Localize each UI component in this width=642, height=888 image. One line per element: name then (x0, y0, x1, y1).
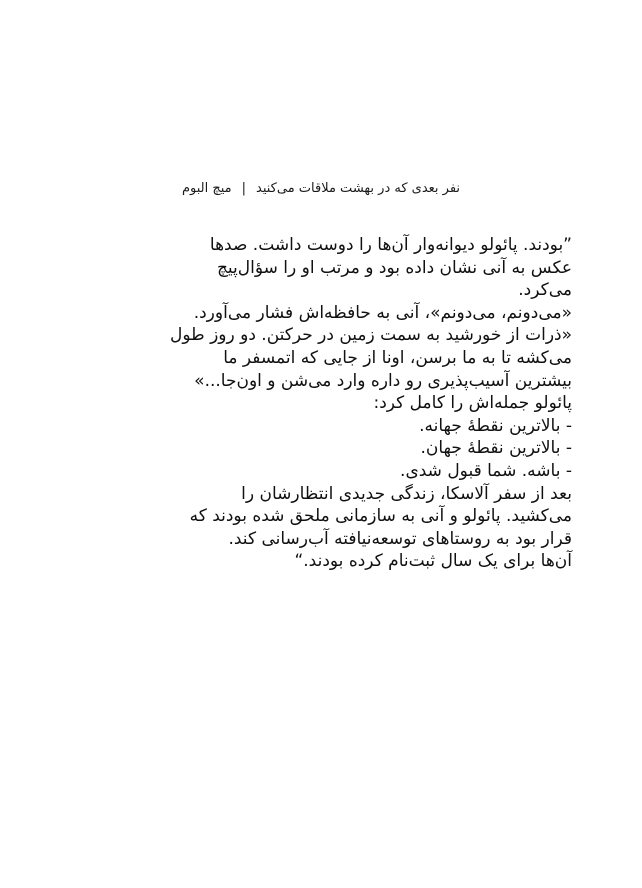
text-line: بیشترین آسیب‌پذیری رو داره وارد می‌شن و اون‌جا...» (194, 370, 572, 391)
header-separator: | (241, 181, 246, 196)
text-line: ”بودند. پائولو دیوانه‌وار آن‌ها را دوست داشت. صدها (209, 235, 572, 255)
text-line: - بالاترین نقطهٔ جهانه. (419, 415, 572, 436)
text-line: می‌کشه تا به ما برسن، اونا از جایی که اتمسفر ما (223, 347, 572, 368)
author-name: میچ البوم (181, 181, 232, 196)
running-header (0, 181, 642, 196)
text-line: «ذرات از خورشید به سمت زمین در حرکتن. دو روز طول (170, 325, 572, 346)
text-line: عکس به آنی نشان داده بود و مرتب او را سؤال‌پیچ (216, 257, 572, 278)
text-line: پائولو جمله‌اش را کامل کرد: (373, 393, 572, 414)
text-line: آن‌ها برای یک سال ثبت‌نام کرده بودند.“ (294, 551, 572, 572)
text-line: بعد از سفر آلاسکا، زندگی جدیدی انتظارشان را (241, 483, 572, 504)
text-line: می‌کرد. (518, 280, 572, 301)
text-line: می‌کشید. پائولو و آنی به سازمانی ملحق شده بودند که (189, 506, 572, 527)
body-text (70, 234, 572, 573)
text-line: «می‌دونم، می‌دونم»، آنی به حافظه‌اش فشار می‌آورد. (193, 302, 572, 323)
text-line: - بالاترین نقطهٔ جهان. (420, 438, 572, 459)
text-line: - باشه. شما قبول شدی. (400, 460, 572, 481)
text-line: قرار بود به روستاهای توسعه‌نیافته آب‌رسانی کند. (228, 528, 572, 549)
book-title: نفر بعدی که در بهشت ملاقات می‌کنید (256, 181, 461, 196)
